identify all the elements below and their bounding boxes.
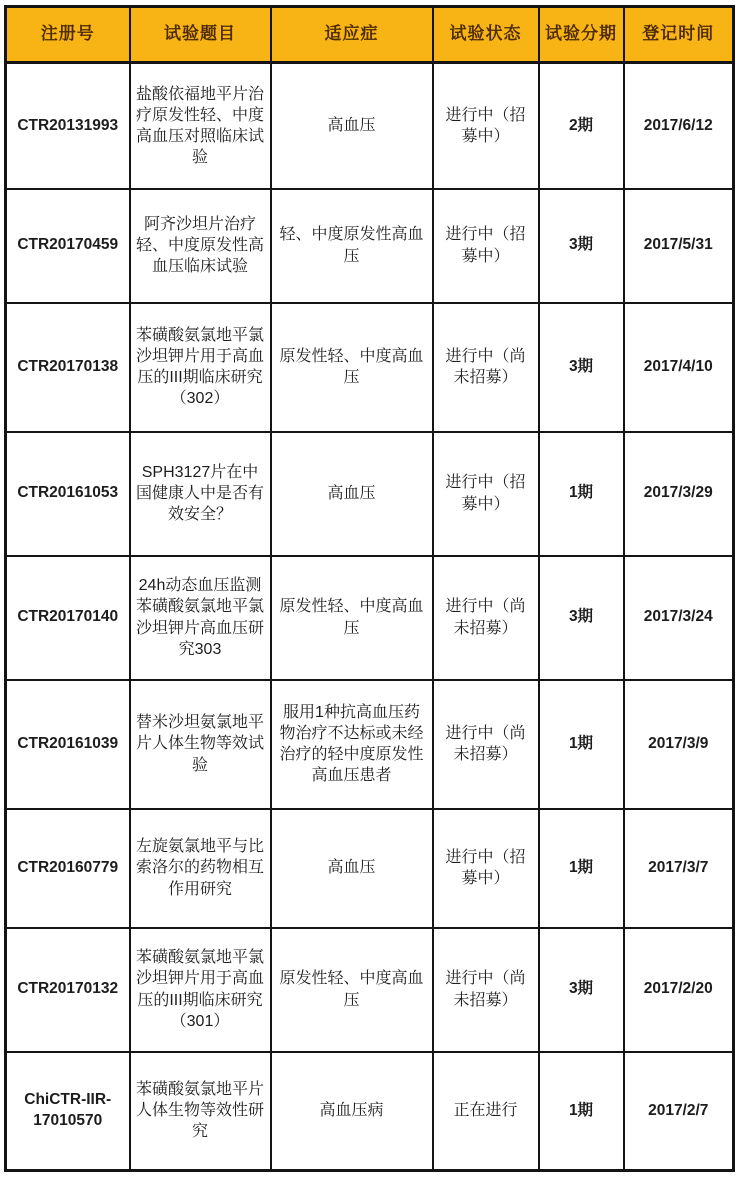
header-cell-date: 登记时间 xyxy=(624,7,734,63)
cell-date: 2017/2/7 xyxy=(624,1052,734,1171)
cell-status: 进行中（尚未招募） xyxy=(433,680,539,809)
cell-indication: 轻、中度原发性高血压 xyxy=(271,189,433,303)
table-row xyxy=(6,432,734,556)
cell-phase: 3期 xyxy=(539,303,624,432)
cell-phase: 3期 xyxy=(539,556,624,680)
cell-indication: 高血压 xyxy=(271,809,433,928)
cell-phase: 1期 xyxy=(539,1052,624,1171)
header-cell-indication: 适应症 xyxy=(271,7,433,63)
cell-indication: 原发性轻、中度高血压 xyxy=(271,556,433,680)
cell-title: SPH3127片在中国健康人中是否有效安全？ xyxy=(130,432,271,556)
cell-title: 盐酸依福地平片治疗原发性轻、中度高血压对照临床试验 xyxy=(130,63,271,189)
cell-date: 2017/2/20 xyxy=(624,928,734,1052)
cell-date: 2017/3/29 xyxy=(624,432,734,556)
table-row xyxy=(6,680,734,809)
cell-title: 24h动态血压监测苯磺酸氨氯地平氯沙坦钾片高血压研究303 xyxy=(130,556,271,680)
cell-reg_no: CTR20161039 xyxy=(6,680,130,809)
cell-indication: 高血压 xyxy=(271,432,433,556)
cell-status: 正在进行 xyxy=(433,1052,539,1171)
table-row xyxy=(6,63,734,189)
table-row xyxy=(6,556,734,680)
cell-reg_no: CTR20161053 xyxy=(6,432,130,556)
cell-title: 苯磺酸氨氯地平氯沙坦钾片用于高血压的III期临床研究（302） xyxy=(130,303,271,432)
table-row xyxy=(6,809,734,928)
header-row xyxy=(6,7,734,63)
header-cell-phase: 试验分期 xyxy=(539,7,624,63)
cell-indication: 高血压病 xyxy=(271,1052,433,1171)
cell-indication: 服用1种抗高血压药物治疗不达标或未经治疗的轻中度原发性高血压患者 xyxy=(271,680,433,809)
cell-phase: 1期 xyxy=(539,680,624,809)
cell-status: 进行中（尚未招募） xyxy=(433,303,539,432)
header-cell-title: 试验题目 xyxy=(130,7,271,63)
cell-indication: 原发性轻、中度高血压 xyxy=(271,928,433,1052)
header-cell-reg_no: 注册号 xyxy=(6,7,130,63)
cell-phase: 2期 xyxy=(539,63,624,189)
cell-status: 进行中（招募中） xyxy=(433,63,539,189)
cell-title: 苯磺酸氨氯地平片人体生物等效性研究 xyxy=(130,1052,271,1171)
table-row xyxy=(6,1052,734,1171)
table-row xyxy=(6,303,734,432)
cell-title: 左旋氨氯地平与比索洛尔的药物相互作用研究 xyxy=(130,809,271,928)
cell-indication: 原发性轻、中度高血压 xyxy=(271,303,433,432)
cell-reg_no: CTR20170132 xyxy=(6,928,130,1052)
table-row xyxy=(6,928,734,1052)
cell-indication: 高血压 xyxy=(271,63,433,189)
clinical-trials-table xyxy=(4,5,735,1172)
cell-reg_no: ChiCTR-IIR-17010570 xyxy=(6,1052,130,1171)
table-row xyxy=(6,189,734,303)
cell-title: 苯磺酸氨氯地平氯沙坦钾片用于高血压的III期临床研究（301） xyxy=(130,928,271,1052)
cell-phase: 3期 xyxy=(539,928,624,1052)
cell-status: 进行中（招募中） xyxy=(433,809,539,928)
table-header xyxy=(6,7,734,63)
cell-title: 替米沙坦氨氯地平片人体生物等效试验 xyxy=(130,680,271,809)
cell-title: 阿齐沙坦片治疗轻、中度原发性高血压临床试验 xyxy=(130,189,271,303)
cell-phase: 1期 xyxy=(539,432,624,556)
header-cell-status: 试验状态 xyxy=(433,7,539,63)
cell-reg_no: CTR20131993 xyxy=(6,63,130,189)
cell-status: 进行中（尚未招募） xyxy=(433,928,539,1052)
cell-reg_no: CTR20170459 xyxy=(6,189,130,303)
cell-reg_no: CTR20170140 xyxy=(6,556,130,680)
cell-date: 2017/3/7 xyxy=(624,809,734,928)
cell-date: 2017/6/12 xyxy=(624,63,734,189)
cell-status: 进行中（招募中） xyxy=(433,432,539,556)
table-body xyxy=(6,63,734,1171)
cell-status: 进行中（招募中） xyxy=(433,189,539,303)
cell-phase: 3期 xyxy=(539,189,624,303)
cell-date: 2017/5/31 xyxy=(624,189,734,303)
cell-date: 2017/3/9 xyxy=(624,680,734,809)
cell-status: 进行中（尚未招募） xyxy=(433,556,539,680)
cell-reg_no: CTR20160779 xyxy=(6,809,130,928)
cell-date: 2017/4/10 xyxy=(624,303,734,432)
cell-date: 2017/3/24 xyxy=(624,556,734,680)
cell-reg_no: CTR20170138 xyxy=(6,303,130,432)
cell-phase: 1期 xyxy=(539,809,624,928)
